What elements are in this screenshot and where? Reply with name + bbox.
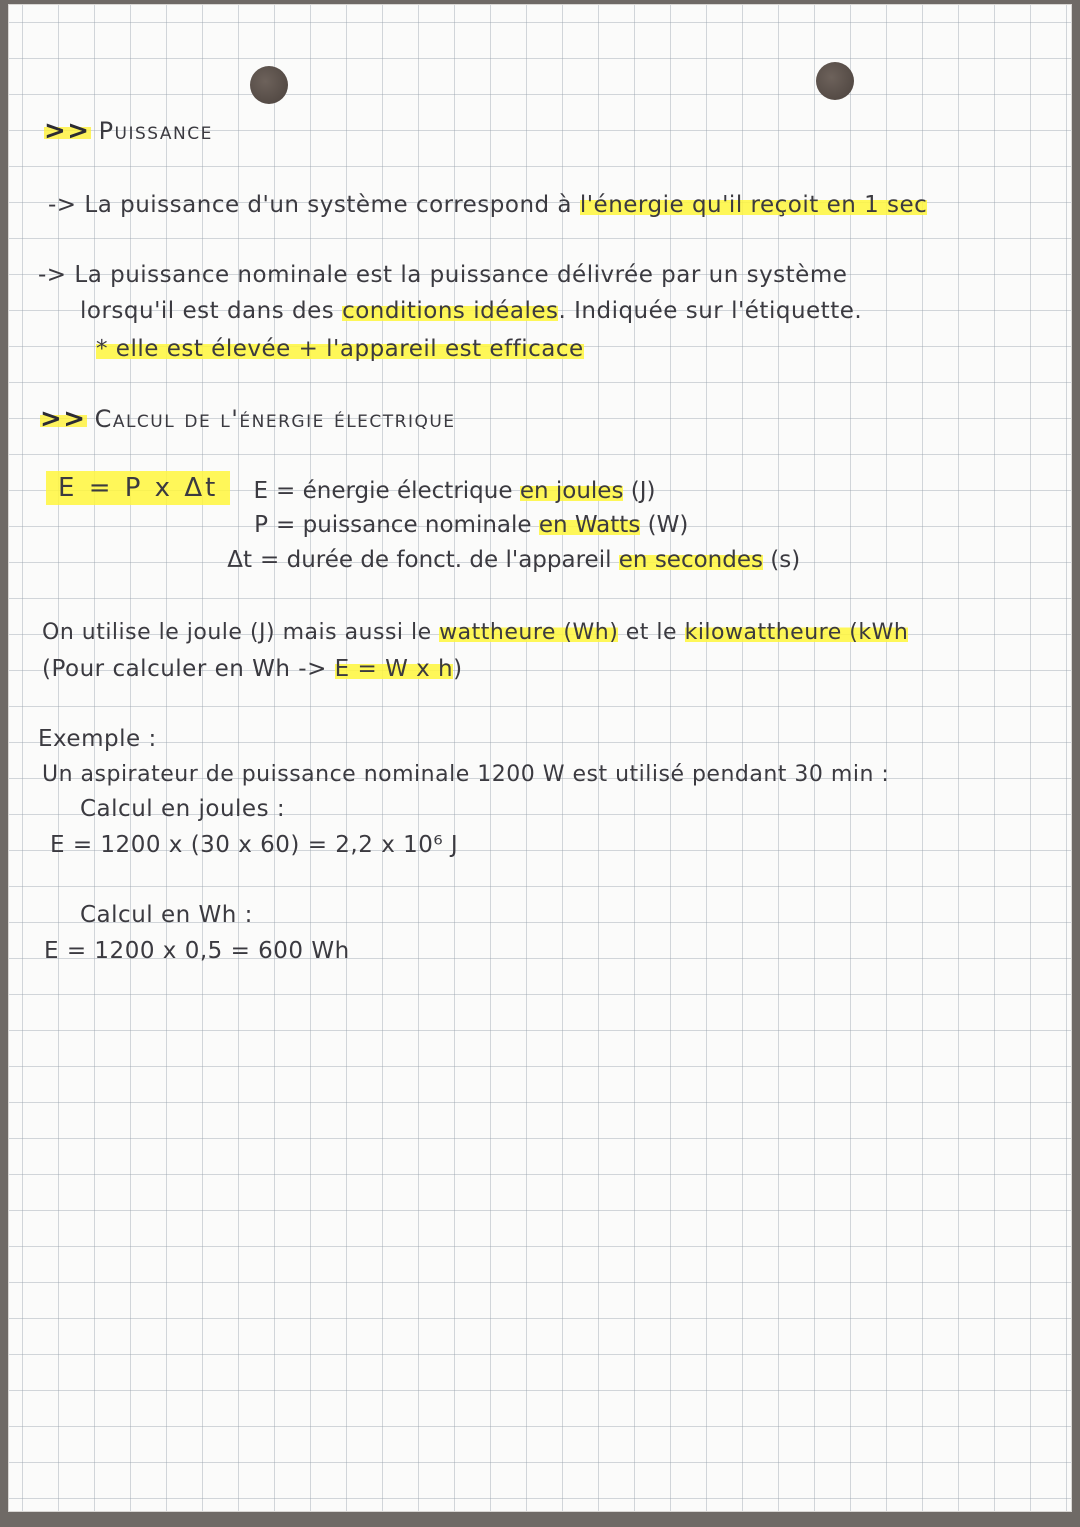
bullet-text: La puissance d'un système correspond à <box>84 192 580 218</box>
definition-symbol: P <box>254 512 268 538</box>
definition-equals: = <box>276 478 296 504</box>
arrow-marker: -> <box>48 192 77 218</box>
definition-highlight: en secondes <box>618 547 763 573</box>
definition-duration <box>208 547 800 573</box>
calc-joules-label: Calcul en joules : <box>80 796 286 822</box>
heading-marker: >> <box>44 116 91 146</box>
highlighted-text: * elle est élevée + l'appareil est efficace <box>96 336 584 362</box>
definition-unit: (W) <box>640 512 689 538</box>
heading-marker: >> <box>40 404 87 434</box>
units-highlight-wh: wattheure (Wh) <box>439 620 619 645</box>
bullet-puissance-nominale <box>38 262 847 288</box>
units-text: ) <box>453 656 463 682</box>
section-title: Puissance <box>98 117 213 145</box>
units-highlight-kwh: kilowattheure (kWh <box>684 620 909 645</box>
highlighted-text: l'énergie qu'il reçoit en 1 sec <box>579 192 928 218</box>
calc-wh-label: Calcul en Wh : <box>80 902 253 928</box>
energy-formula: E = P x Δt <box>46 471 230 505</box>
arrow-marker: -> <box>38 262 67 288</box>
definition-symbol: Δt <box>227 547 252 573</box>
section-heading-puissance <box>44 116 213 146</box>
definition-symbol: E <box>253 478 268 504</box>
definition-text: durée de fonct. de l'appareil <box>286 547 619 573</box>
units-line-2 <box>42 656 463 682</box>
definition-highlight: en Watts <box>538 512 641 538</box>
units-highlight-formula: E = W x h <box>334 656 454 682</box>
definition-unit: (J) <box>623 478 656 504</box>
definition-energy <box>224 478 655 504</box>
units-line-1 <box>42 620 908 645</box>
bullet-note <box>96 336 584 362</box>
calc-wh: E = 1200 x 0,5 = 600 Wh <box>44 938 350 964</box>
example-statement: Un aspirateur de puissance nominale 1200 W est utilisé pendant 30 min : <box>42 762 890 787</box>
units-text: On utilise le joule (J) mais aussi le <box>42 620 440 645</box>
bullet-continuation <box>80 298 862 324</box>
calc-joules: E = 1200 x (30 x 60) = 2,2 x 10⁶ J <box>50 832 459 858</box>
definition-power <box>224 512 688 538</box>
definition-highlight: en joules <box>519 478 624 504</box>
punch-hole-right <box>816 62 854 100</box>
units-text: (Pour calculer en Wh -> <box>42 656 335 682</box>
bullet-text: . Indiquée sur l'étiquette. <box>558 298 863 324</box>
notebook-page <box>8 4 1072 1512</box>
highlighted-text: conditions idéales <box>342 298 559 324</box>
section-title: Calcul de l'énergie électrique <box>94 405 456 433</box>
bullet-text: La puissance nominale est la puissance délivrée par un système <box>74 262 848 288</box>
bullet-text: lorsqu'il est dans des <box>80 298 343 324</box>
definition-text: puissance nominale <box>302 512 539 538</box>
definition-equals: = <box>276 512 296 538</box>
definition-unit: (s) <box>762 547 801 573</box>
definition-equals: = <box>260 547 280 573</box>
bullet-puissance-definition <box>48 192 927 218</box>
definition-text: énergie électrique <box>302 478 520 504</box>
units-text: et le <box>618 620 685 645</box>
punch-hole-left <box>250 66 288 104</box>
section-heading-calcul <box>40 404 456 434</box>
example-label: Exemple : <box>38 726 157 752</box>
